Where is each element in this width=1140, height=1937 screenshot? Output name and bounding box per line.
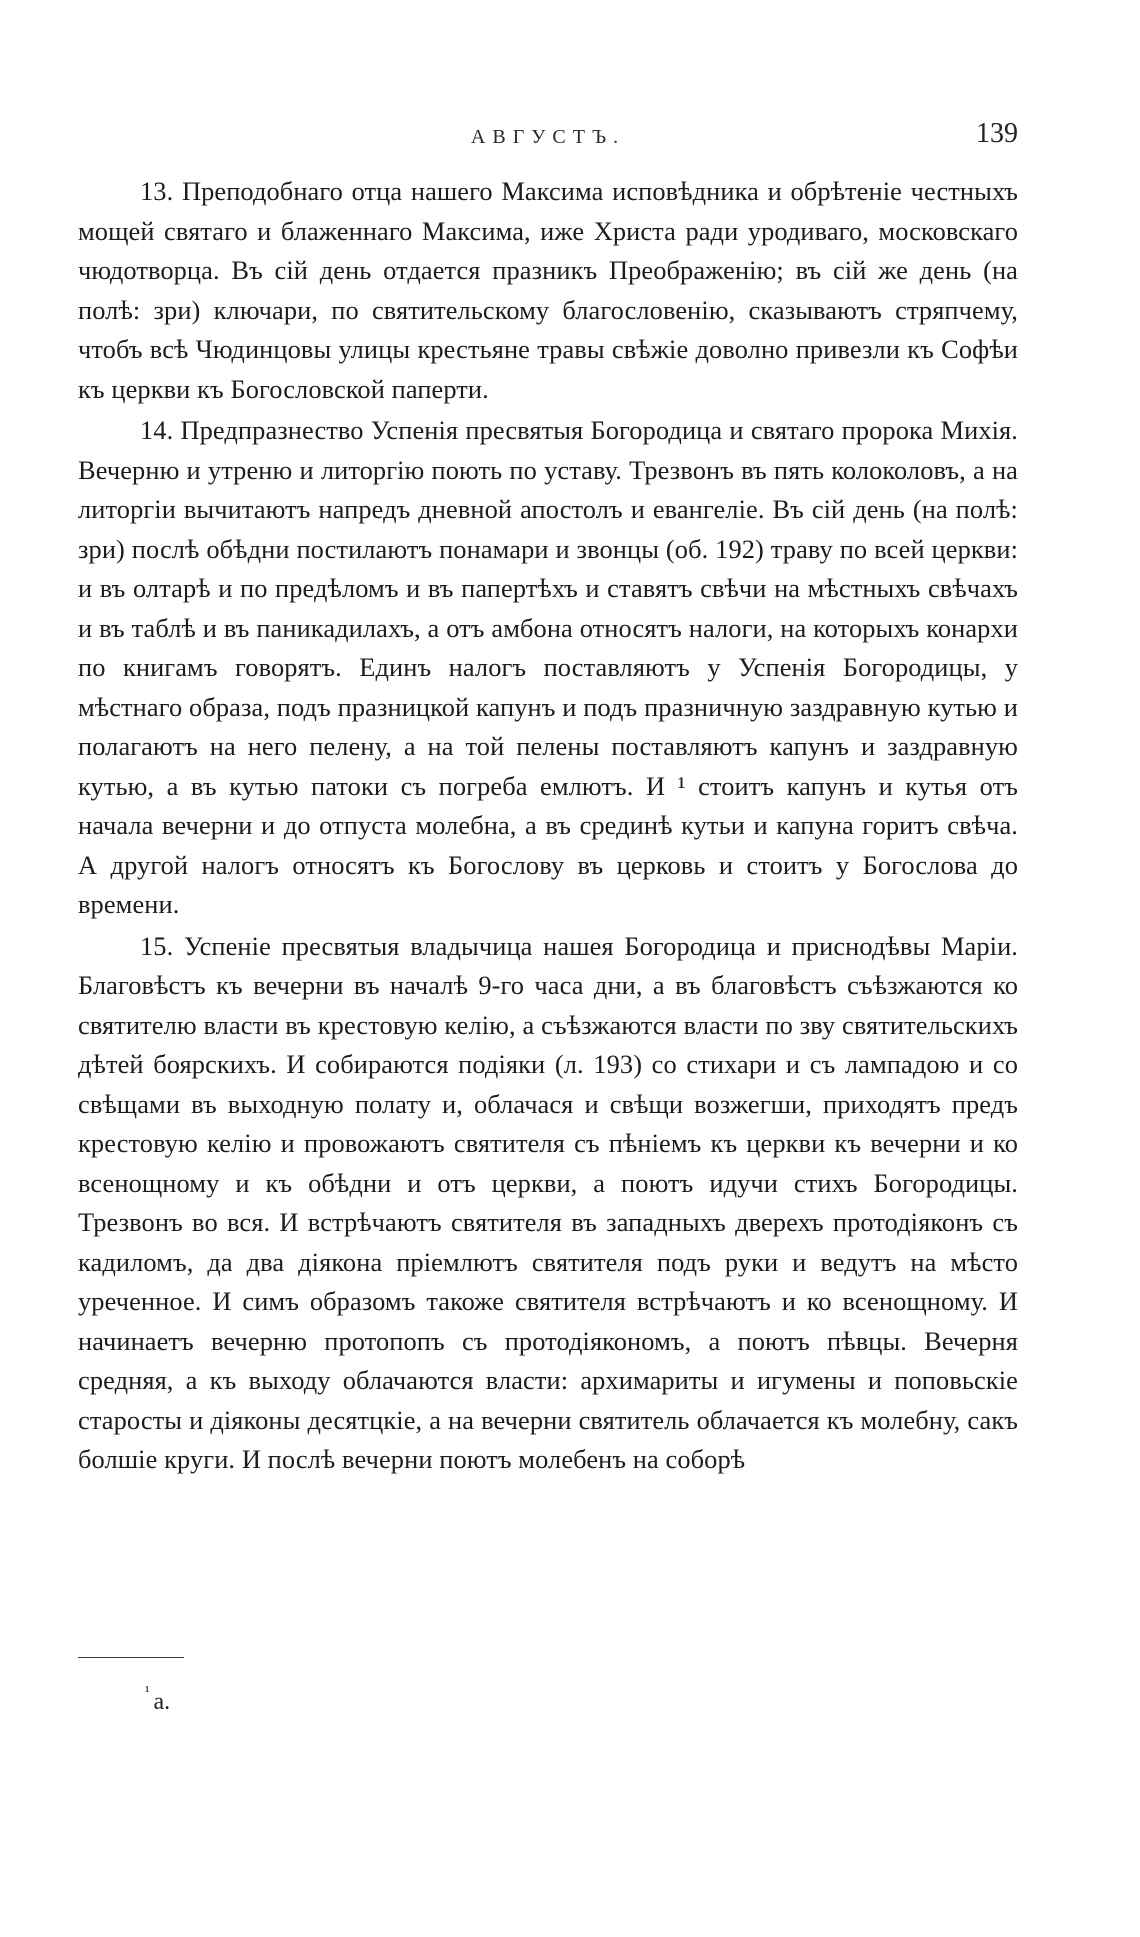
paragraph-14: 14. Предпразнество Успенія пресвятыя Богородица и святаго пророка Михія. Вечерню и утреню и литоргію поють по уставу. Трезвонъ въ пять колоколовъ, а на литоргіи вычитаютъ напредъ дневной апостолъ и евангеліе. Въ сій день (на полѣ: зри) послѣ обѣдни постилаютъ понамари и звонцы (об. 192) траву по всей церкви: и въ олтарѣ и по предѣломъ и въ папертѣхъ и ставятъ свѣчи на мѣстныхъ свѣчахъ и въ таблѣ и въ паникадилахъ, а отъ амбона относятъ налоги, на которыхъ конархи по книгамъ говорятъ. Единъ налогъ поставляютъ у Успенія Богородицы, у мѣстнаго образа, подъ празницкой капунъ и подъ празничную заздравную кутью и полагаютъ на него пелену, а на той пелены поставляютъ капунъ и заздравную кутью, а въ кутью патоки съ погреба емлютъ. И ¹ стоитъ капунъ и кутья отъ начала вечерни и до отпуста молебна, а въ срединѣ кутьи и капуна горитъ свѣча. А другой налогъ относятъ къ Богослову въ церковь и стоитъ у Богослова до времени. [78,415,1018,919]
footnote-divider [78,1657,184,1658]
footnote-mark: ¹ [145,1684,150,1700]
page-number: 139 [976,118,1018,149]
paragraph-13: 13. Преподобнаго отца нашего Максима исповѣдника и обрѣтеніе честныхъ мощей святаго и блаженнаго Максима, иже Христа ради уродиваго, московскаго чюдотворца. Въ сій день отдается празникъ Преображенію; въ сій же день (на полѣ: зри) ключари, по святительскому благословенію, сказываютъ стряпчему, чтобъ всѣ Чюдинцовы улицы крестьяне травы свѣжіе доволно привезли къ Софѣи къ церкви къ Богословской паперти. [78,176,1018,404]
running-header [78,118,1018,158]
footnote-text: а. [153,1689,171,1715]
running-title: АВГУСТЪ. [470,126,626,148]
body-text [78,172,1018,1482]
paragraph-15: 15. Успеніе пресвятыя владычица нашея Богородица и приснодѣвы Маріи. Благовѣстъ къ вечерни въ началѣ 9-го часа дни, а въ благовѣстъ съѣзжаются ко святителю власти въ крестовую келію, а съѣзжаются власти по зву святительскихъ дѣтей боярскихъ. И собираются подіяки (л. 193) со стихари и съ лампадою и со свѣщами въ выходную полату и, облачася и свѣщи возжегши, приходятъ предъ крестовую келію и провожаютъ святителя съ пѣніемъ къ церкви къ вечерни и ко всенощному и къ обѣдни и отъ церкви, а поютъ идучи стихъ Богородицы. Трезвонъ во вся. И встрѣчаютъ святителя въ западныхъ дверехъ протодіяконъ съ кадиломъ, да два діякона пріемлютъ святителя подъ руки и ведутъ на мѣсто уреченное. И симъ образомъ такоже святителя встрѣчаютъ и ко всенощному. И начинаетъ вечерню протопопъ съ протодіякономъ, а поютъ пѣвцы. Вечерня средняя, а къ выходу облачаются власти: архимариты и игумены и поповьскіе старосты и діяконы десятцкіе, а на вечерни святитель облачается къ молебну, сакъ болшіе круги. И послѣ вечерни поютъ молебенъ на соборѣ [78,930,1018,1474]
footnote [145,1684,171,1716]
